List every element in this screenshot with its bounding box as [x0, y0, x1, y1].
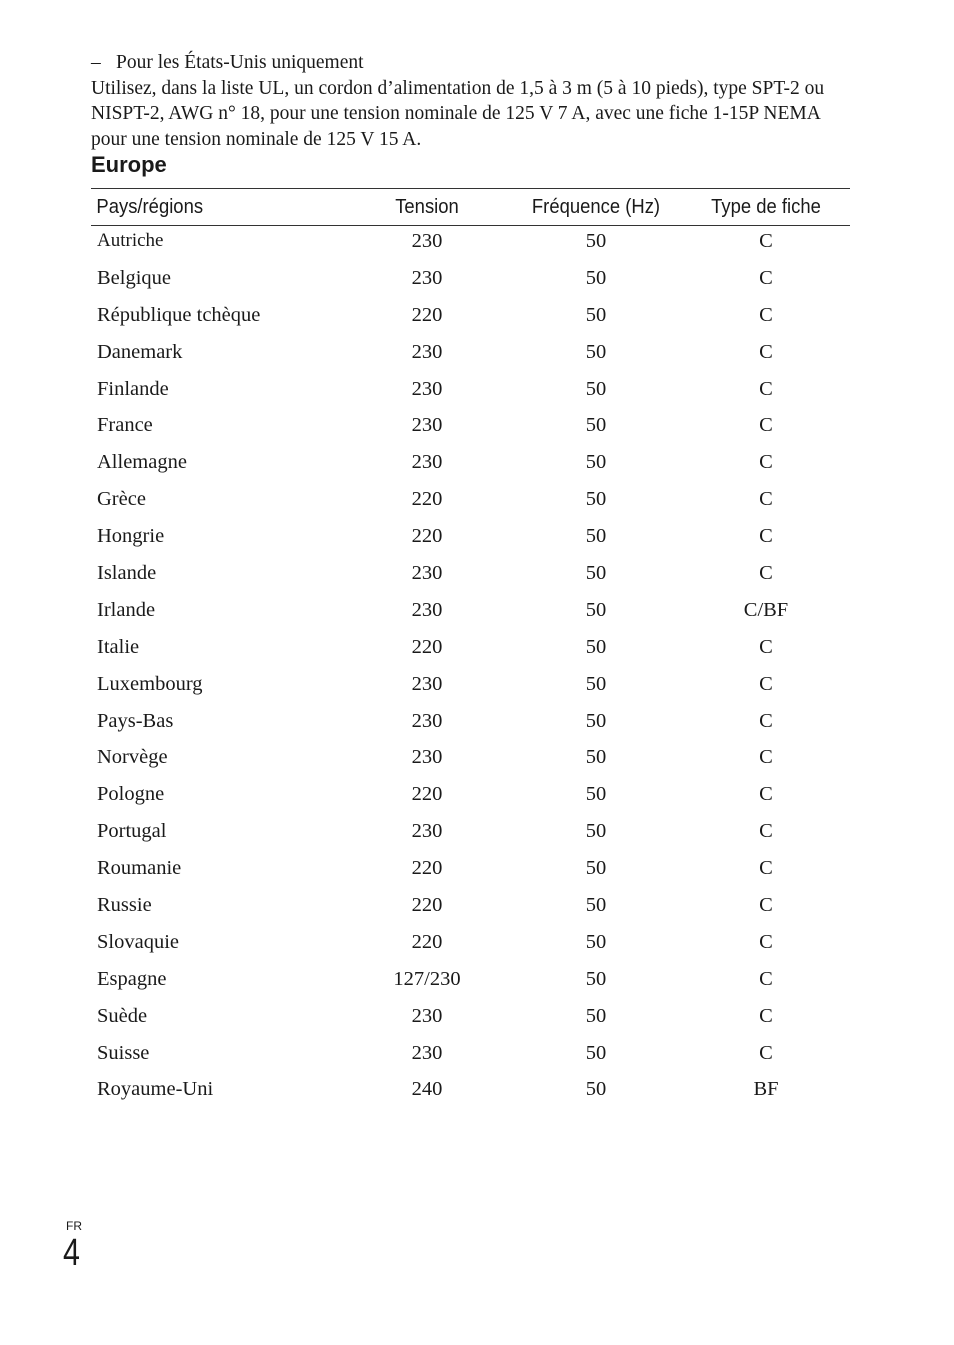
cell-plug-type: C	[759, 340, 773, 363]
cell-frequency: 50	[585, 340, 607, 363]
cell-plug-type: C	[759, 930, 773, 953]
cell-country: Belgique	[97, 266, 172, 289]
cell-plug-type: C	[759, 857, 773, 880]
cell-voltage: 240	[411, 1078, 443, 1101]
table-row	[91, 964, 850, 1001]
cell-country: Danemark	[97, 340, 183, 363]
table-row	[91, 595, 850, 632]
cell-voltage: 230	[411, 377, 443, 400]
cell-voltage: 220	[411, 783, 443, 806]
cell-country: Norvège	[97, 746, 168, 769]
cell-voltage: 230	[411, 230, 443, 252]
cell-voltage: 230	[411, 820, 443, 843]
cell-plug-type: C	[759, 414, 773, 437]
cell-frequency: 50	[585, 303, 607, 326]
cell-voltage: 220	[411, 894, 443, 917]
cell-voltage: 230	[411, 598, 443, 621]
table-row	[91, 742, 850, 779]
cell-frequency: 50	[585, 746, 607, 769]
header-country: Pays/régions	[91, 189, 319, 226]
table-row	[91, 816, 850, 853]
cell-plug-type: C	[759, 1004, 773, 1027]
cell-plug-type: C	[759, 635, 773, 658]
bullet-item	[91, 50, 851, 76]
cell-frequency: 50	[585, 488, 607, 511]
language-tag: FR	[66, 1219, 82, 1233]
cell-plug-type: C	[759, 303, 773, 326]
cell-voltage: 220	[411, 930, 443, 953]
section-title: Europe	[91, 152, 167, 177]
cell-plug-type: C	[759, 1041, 773, 1064]
header-frequency: Fréquence (Hz)	[519, 189, 674, 226]
cell-plug-type: C	[759, 783, 773, 806]
header-plug-type: Type de fiche	[690, 189, 841, 226]
cell-country: Espagne	[97, 967, 167, 990]
cell-country: Italie	[97, 635, 140, 658]
table-row	[91, 632, 850, 669]
cell-country: Slovaquie	[97, 930, 179, 953]
table-row	[91, 226, 850, 263]
cell-voltage: 230	[411, 1041, 443, 1064]
cell-plug-type: C	[759, 266, 773, 289]
cell-voltage: 220	[411, 525, 443, 548]
table-row	[91, 521, 850, 558]
cell-plug-type: C	[759, 709, 773, 732]
table-body	[91, 226, 850, 1112]
cell-plug-type: C	[759, 377, 773, 400]
cell-voltage: 230	[411, 746, 443, 769]
cell-country: Suède	[97, 1004, 148, 1027]
voltage-table	[91, 188, 844, 1111]
cell-country: Portugal	[97, 820, 167, 843]
cell-country: Royaume-Uni	[97, 1078, 214, 1101]
dash-icon: –	[91, 52, 101, 73]
table-row	[91, 706, 850, 743]
table-row	[91, 779, 850, 816]
cell-voltage: 230	[411, 709, 443, 732]
cell-plug-type: C	[759, 672, 773, 695]
table-row	[91, 853, 850, 890]
cell-frequency: 50	[585, 894, 607, 917]
cell-voltage: 220	[411, 635, 443, 658]
cell-plug-type: C	[759, 451, 773, 474]
table-row	[91, 927, 850, 964]
table-row	[91, 1001, 850, 1038]
table-row	[91, 558, 850, 595]
cell-frequency: 50	[585, 230, 607, 252]
header-voltage: Tension	[352, 189, 501, 226]
table-row	[91, 669, 850, 706]
cell-country: Hongrie	[97, 525, 165, 548]
table-header-row	[91, 189, 850, 226]
table-row	[91, 1074, 850, 1111]
cell-frequency: 50	[585, 635, 607, 658]
cell-frequency: 50	[585, 1004, 607, 1027]
table-row	[91, 484, 850, 521]
table-row	[91, 300, 850, 337]
cell-country: Russie	[97, 894, 152, 917]
cell-voltage: 220	[411, 303, 443, 326]
cell-plug-type: C	[759, 488, 773, 511]
bullet-text: Pour les États-Unis uniquement	[116, 52, 364, 73]
cell-country: Autriche	[97, 230, 164, 251]
cell-frequency: 50	[585, 672, 607, 695]
cell-frequency: 50	[585, 709, 607, 732]
cell-voltage: 230	[411, 1004, 443, 1027]
cell-country: Irlande	[97, 598, 156, 621]
table-row	[91, 410, 850, 447]
cell-voltage: 127/230	[393, 967, 461, 990]
cell-plug-type: BF	[753, 1078, 779, 1101]
cell-country: Luxembourg	[97, 672, 203, 695]
cell-plug-type: C	[759, 894, 773, 917]
cell-frequency: 50	[585, 598, 607, 621]
cell-plug-type: C/BF	[743, 598, 789, 621]
cell-voltage: 230	[411, 562, 443, 585]
table-row	[91, 337, 850, 374]
cell-frequency: 50	[585, 1041, 607, 1064]
cell-country: Islande	[97, 562, 157, 585]
cell-country: France	[97, 414, 153, 437]
cell-voltage: 230	[411, 414, 443, 437]
cell-plug-type: C	[759, 525, 773, 548]
cell-plug-type: C	[759, 820, 773, 843]
table-row	[91, 890, 850, 927]
table-row	[91, 1038, 850, 1075]
cell-frequency: 50	[585, 451, 607, 474]
cell-country: Pologne	[97, 783, 165, 806]
cell-frequency: 50	[585, 783, 607, 806]
cell-frequency: 50	[585, 857, 607, 880]
cell-plug-type: C	[759, 230, 773, 252]
cell-frequency: 50	[585, 562, 607, 585]
cell-voltage: 230	[411, 266, 443, 289]
cell-voltage: 230	[411, 672, 443, 695]
cell-voltage: 220	[411, 488, 443, 511]
cell-plug-type: C	[759, 967, 773, 990]
cell-frequency: 50	[585, 414, 607, 437]
cell-voltage: 230	[411, 451, 443, 474]
cell-country: Grèce	[97, 488, 146, 511]
cell-plug-type: C	[759, 562, 773, 585]
page-number: 4	[63, 1232, 80, 1274]
cell-frequency: 50	[585, 1078, 607, 1101]
cell-voltage: 230	[411, 340, 443, 363]
cell-voltage: 220	[411, 857, 443, 880]
cell-frequency: 50	[585, 820, 607, 843]
cell-country: République tchèque	[97, 303, 261, 326]
cell-frequency: 50	[585, 525, 607, 548]
cell-country: Finlande	[97, 377, 169, 400]
cell-country: Allemagne	[97, 451, 187, 474]
cell-plug-type: C	[759, 746, 773, 769]
table-row	[91, 374, 850, 411]
cell-frequency: 50	[585, 266, 607, 289]
cell-country: Suisse	[97, 1041, 150, 1064]
intro-paragraph: Utilisez, dans la liste UL, un cordon d’alimentation de 1,5 à 3 m (5 à 10 pieds), type SPT-2 ou NISPT-2, AWG n° 18, pour une tension nominale de 125 V 7 A, avec une fiche 1-15P NEMA pour une tension nominale de 125 V 15 A.	[91, 77, 825, 150]
cell-country: Pays-Bas	[97, 709, 174, 732]
table-row	[91, 447, 850, 484]
table-row	[91, 263, 850, 300]
cell-frequency: 50	[585, 930, 607, 953]
cell-frequency: 50	[585, 967, 607, 990]
cell-country: Roumanie	[97, 857, 182, 880]
intro-text	[91, 50, 851, 152]
cell-frequency: 50	[585, 377, 607, 400]
